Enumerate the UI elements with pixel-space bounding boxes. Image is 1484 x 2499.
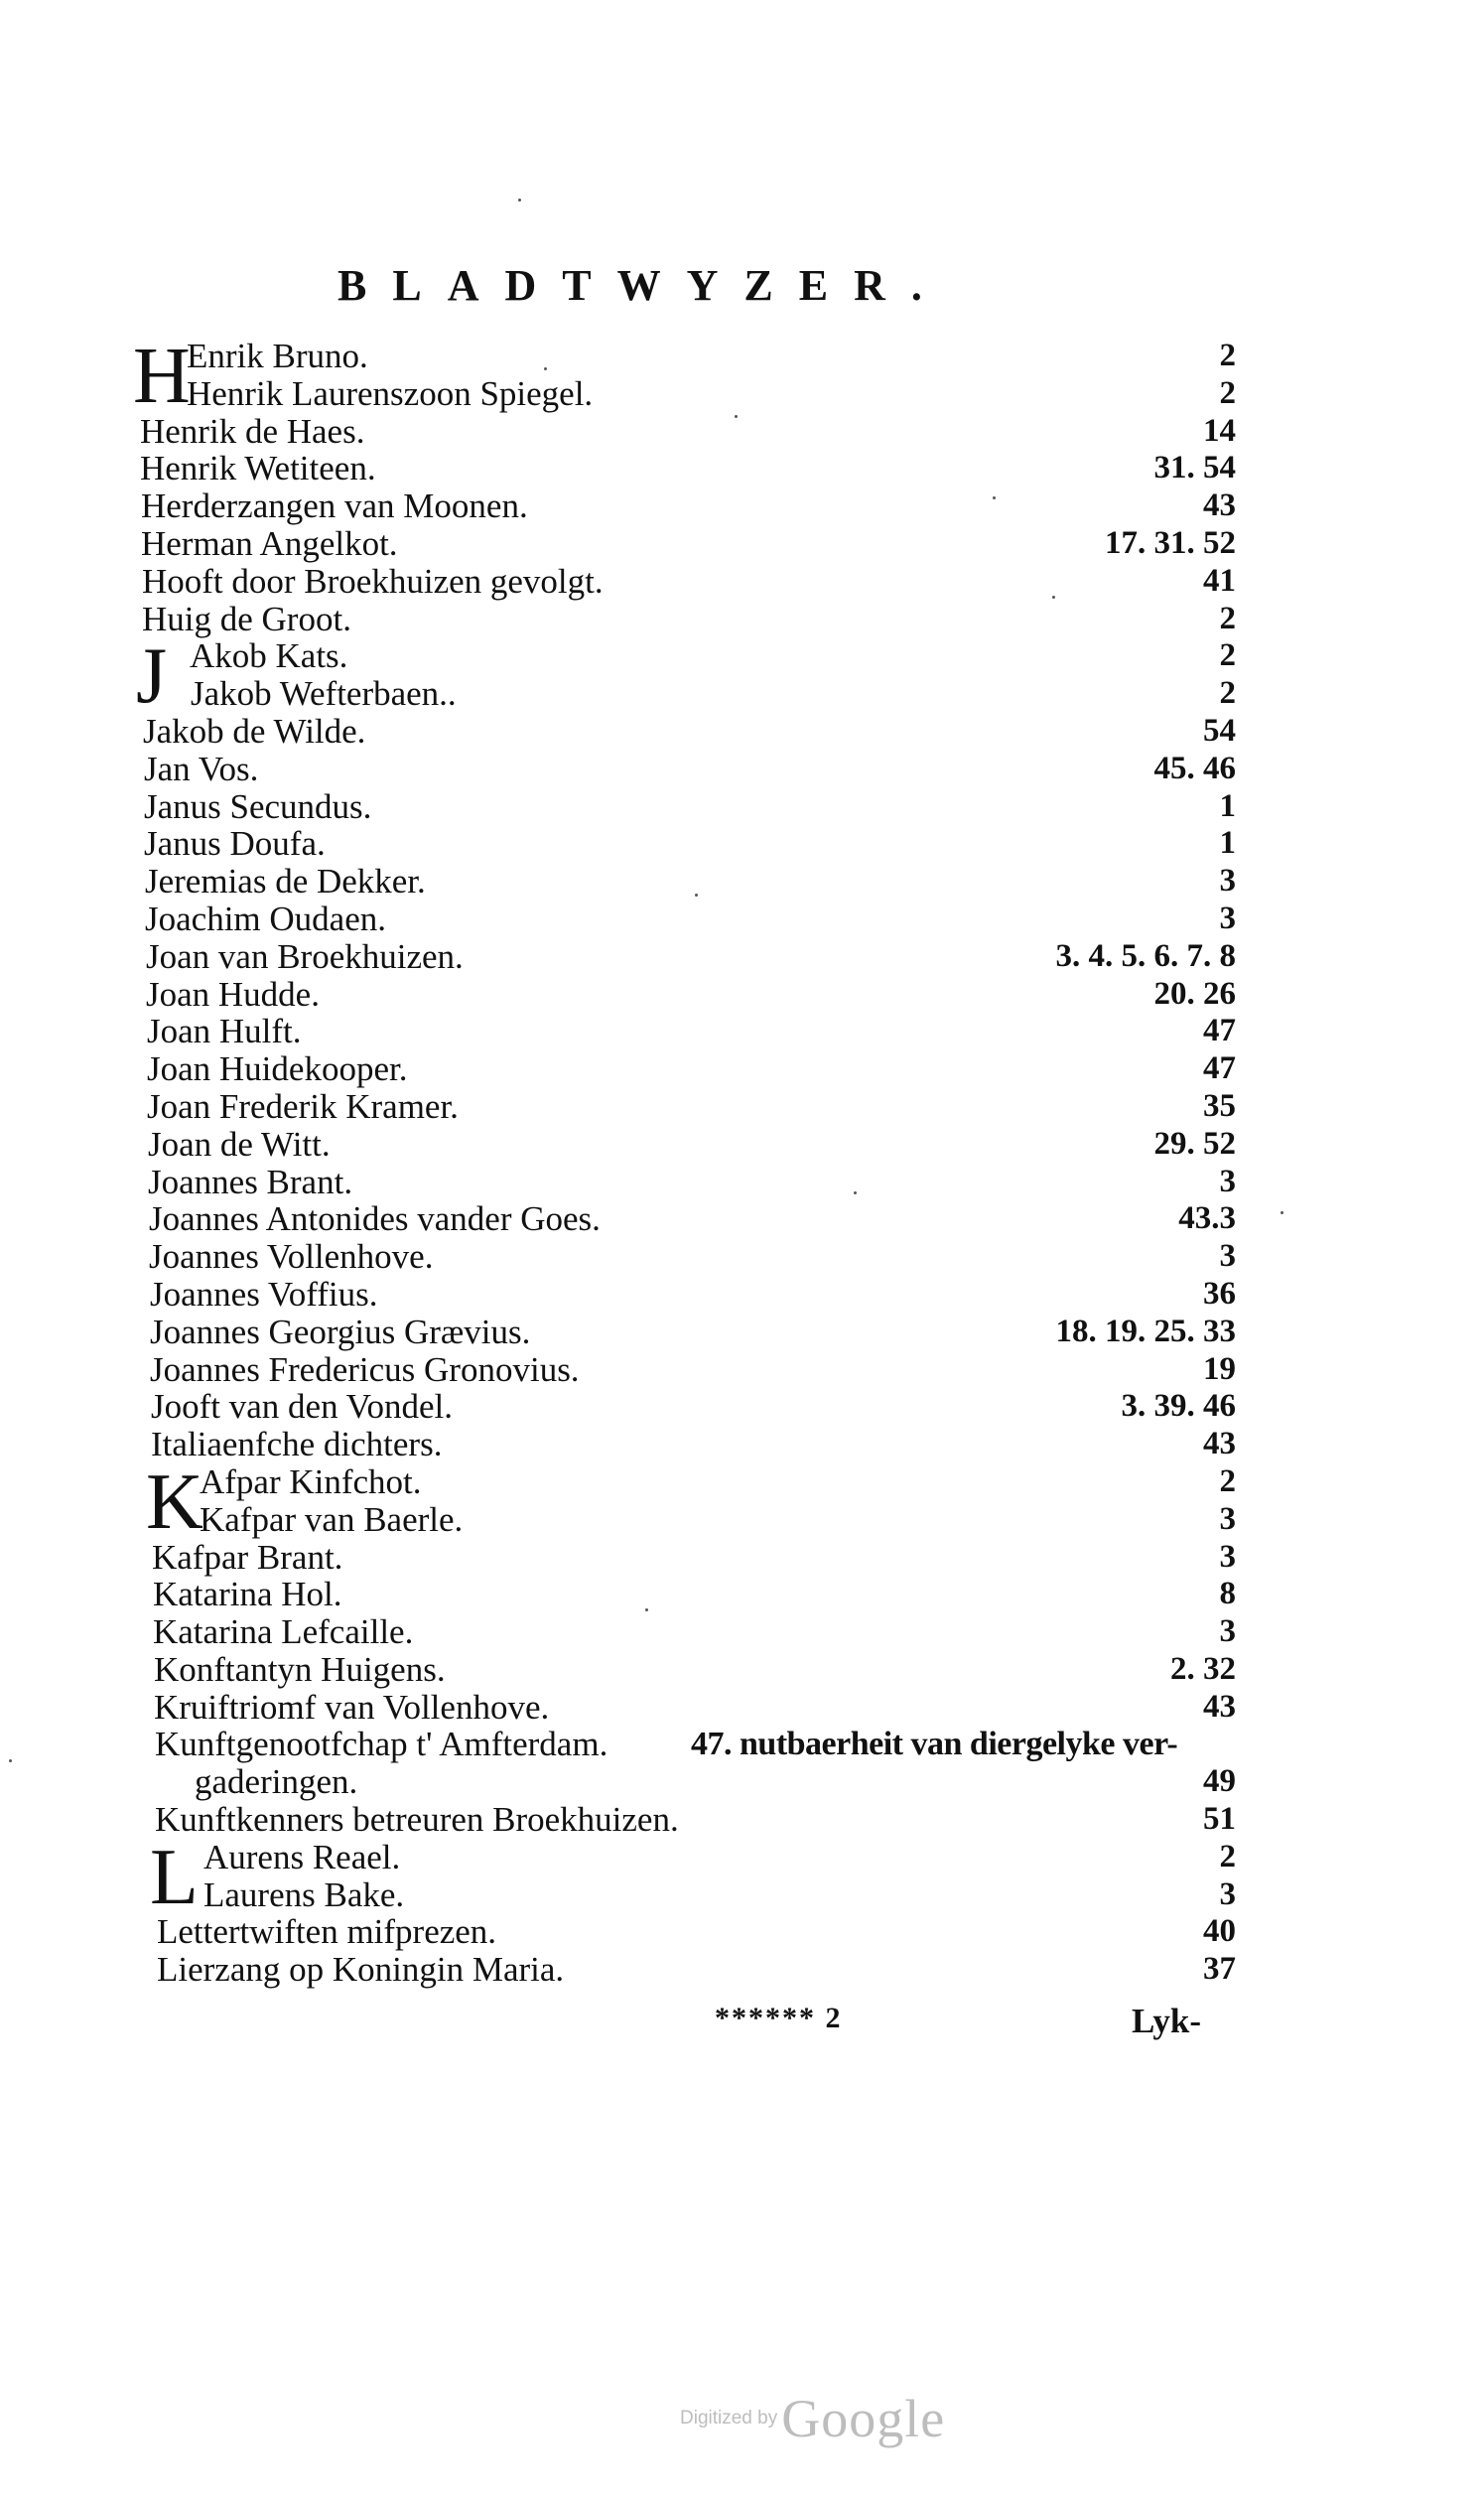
entry-name: Kunftkenners betreuren Broekhuizen. <box>155 1800 679 1840</box>
entry-name: Jan Vos. <box>144 749 259 788</box>
entry-name: Janus Doufa. <box>144 824 326 864</box>
entry-name: Herman Angelkot. <box>141 523 398 563</box>
entry-pages: 45. 46 <box>1153 750 1236 786</box>
index-entry <box>152 1501 1236 1539</box>
entry-name: Henrik de Haes. <box>140 411 365 451</box>
index-entry <box>150 1276 1236 1314</box>
entry-pages: 2 <box>1219 374 1236 411</box>
entry-pages: 47 <box>1203 1050 1236 1087</box>
entry-name: Joannes Georgius Grævius. <box>150 1312 531 1351</box>
entry-name: Jooft van den Vondel. <box>151 1387 453 1427</box>
entry-name: Henrik Laurenszoon Spiegel. <box>187 373 594 413</box>
entry-pages: 51 <box>1203 1801 1236 1838</box>
entry-name: Henrik Wetiteen. <box>140 449 376 488</box>
entry-pages: 3 <box>1219 1500 1236 1537</box>
drop-initial: J <box>136 632 168 721</box>
entry-pages: 31. 54 <box>1153 450 1236 486</box>
index-entry <box>150 1351 1236 1389</box>
index-entry <box>142 563 1236 601</box>
index-entry <box>155 1726 1236 1763</box>
entry-name: Kafpar van Baerle. <box>200 1499 464 1539</box>
entry-pages: 3 <box>1219 900 1236 936</box>
entry-name: Huig de Groot. <box>142 599 351 638</box>
index-entry <box>153 1576 1236 1613</box>
entry-name: Jeremias de Dekker. <box>145 862 426 902</box>
entry-pages: 37 <box>1203 1951 1236 1988</box>
entry-pages: 43 <box>1203 1426 1236 1462</box>
entry-pages: 17. 31. 52 <box>1105 524 1236 561</box>
entry-pages: 2. 32 <box>1170 1650 1236 1687</box>
entry-pages: 43 <box>1203 1688 1236 1725</box>
entry-pages: 2 <box>1219 1462 1236 1499</box>
catchword: Lyk- <box>1132 2002 1202 2040</box>
entry-name: Aurens Reael. <box>203 1837 401 1876</box>
entry-name: Janus Secundus. <box>144 786 372 826</box>
index-entry <box>144 825 1236 863</box>
index-entry <box>148 1126 1236 1164</box>
entry-pages: 54 <box>1203 712 1236 749</box>
index-entry <box>139 375 1236 413</box>
entry-name: Joan Hulft. <box>147 1012 302 1051</box>
index-entry <box>147 1013 1236 1050</box>
entry-pages: 3 <box>1219 863 1236 900</box>
signature-mark: ****** 2 <box>715 2002 843 2034</box>
entry-pages: 2 <box>1219 338 1236 373</box>
entry-pages: 18. 19. 25. 33 <box>1055 1313 1236 1349</box>
entry-name: Joannes Voffius. <box>150 1274 378 1314</box>
index-entry <box>146 976 1236 1014</box>
entry-pages: 35 <box>1203 1087 1236 1124</box>
index-list <box>133 333 1236 1990</box>
entry-pages: 2 <box>1219 600 1236 636</box>
google-logo: Google <box>781 2389 946 2448</box>
entry-pages: 14 <box>1203 412 1236 449</box>
entry-name: Lettertwiften mifprezen. <box>157 1912 497 1952</box>
entry-name: Hooft door Broekhuizen gevolgt. <box>142 561 604 601</box>
page-title: BLADTWYZER. <box>337 261 948 310</box>
entry-pages: 47 <box>1203 1013 1236 1049</box>
entry-pages: 3 <box>1219 1875 1236 1912</box>
entry-name: Joannes Antonides vander Goes. <box>149 1199 601 1239</box>
index-entry <box>148 1164 1236 1201</box>
entry-name: Akob Kats. <box>190 636 348 676</box>
entry-name: gaderingen. <box>195 1762 358 1802</box>
entry-name: Joannes Vollenhove. <box>149 1237 434 1277</box>
entry-pages: 3 <box>1219 1238 1236 1275</box>
entry-pages: 3 <box>1219 1163 1236 1199</box>
entry-pages: 2 <box>1219 637 1236 674</box>
entry-name: Joan Huidekooper. <box>147 1049 408 1089</box>
index-entry <box>142 601 1236 638</box>
index-entry <box>147 1088 1236 1126</box>
index-entry <box>144 788 1236 826</box>
drop-initial: K <box>146 1458 203 1546</box>
entry-pages: 2 <box>1219 1838 1236 1874</box>
index-entry <box>155 1763 1236 1801</box>
entry-name: Katarina Lefcaille. <box>153 1612 414 1652</box>
entry-pages: 20. 26 <box>1153 975 1236 1012</box>
entry-name: Joannes Fredericus Gronovius. <box>150 1349 580 1389</box>
entry-name: Lierzang op Koningin Maria. <box>157 1950 565 1990</box>
entry-name: Enrik Bruno. <box>187 337 368 375</box>
entry-name: Afpar Kinfchot. <box>200 1461 422 1501</box>
index-entry <box>154 1689 1236 1727</box>
entry-pages: 8 <box>1219 1576 1236 1612</box>
entry-pages: 3 <box>1219 1613 1236 1650</box>
entry-pages: 1 <box>1219 825 1236 862</box>
entry-pages: 3. 39. 46 <box>1121 1388 1236 1425</box>
entry-pages: 19 <box>1203 1350 1236 1387</box>
index-entry <box>149 1238 1236 1276</box>
index-entry <box>143 675 1236 713</box>
index-entry <box>145 863 1236 901</box>
entry-pages: 43.3 <box>1178 1200 1236 1237</box>
entry-pages: 41 <box>1203 562 1236 599</box>
index-entry <box>152 1539 1236 1577</box>
index-entry <box>157 1913 1236 1951</box>
index-entry <box>140 413 1236 451</box>
entry-pages: 29. 52 <box>1153 1125 1236 1162</box>
entry-name: Joan Frederik Kramer. <box>147 1086 459 1126</box>
entry-name: Kunftgenootfchap t' Amfterdam. <box>155 1725 608 1764</box>
index-entry <box>154 1651 1236 1689</box>
entry-name: Laurens Bake. <box>203 1874 405 1914</box>
index-entry <box>145 901 1236 938</box>
index-entry <box>146 938 1236 976</box>
index-entry <box>150 1314 1236 1351</box>
index-entry <box>144 751 1236 788</box>
entry-name: Kruiftriomf van Vollenhove. <box>154 1687 550 1727</box>
index-entry <box>151 1388 1236 1426</box>
index-entry <box>143 713 1236 751</box>
entry-name: Joan van Broekhuizen. <box>146 936 464 976</box>
entry-name: Joan de Witt. <box>148 1124 331 1164</box>
digitized-watermark <box>680 2388 945 2449</box>
index-entry <box>151 1426 1236 1463</box>
entry-continuation: 47. nutbaerheit van diergelyke ver- <box>691 1726 1178 1763</box>
entry-name: Italiaenfche dichters. <box>151 1425 443 1464</box>
entry-name: Joan Hudde. <box>146 974 320 1014</box>
index-entry <box>155 1801 1236 1839</box>
index-entry <box>141 487 1236 525</box>
entry-name: Joachim Oudaen. <box>145 899 386 938</box>
index-entry <box>149 1200 1236 1238</box>
entry-pages: 3. 4. 5. 6. 7. 8 <box>1055 937 1236 974</box>
entry-name: Katarina Hol. <box>153 1575 342 1614</box>
entry-name: Herderzangen van Moonen. <box>141 486 528 526</box>
entry-name: Joannes Brant. <box>148 1162 353 1201</box>
drop-initial: L <box>150 1833 199 1921</box>
digitized-by-text: Digitized by <box>680 2408 778 2429</box>
index-entry <box>156 1876 1236 1914</box>
index-entry <box>140 450 1236 487</box>
index-entry <box>147 1050 1236 1088</box>
entry-name: Konftantyn Huigens. <box>154 1649 446 1689</box>
entry-pages: 36 <box>1203 1275 1236 1312</box>
entry-pages: 49 <box>1203 1763 1236 1800</box>
index-entry <box>153 1613 1236 1651</box>
entry-name: Kafpar Brant. <box>152 1537 343 1577</box>
index-entry <box>141 525 1236 563</box>
entry-pages: 3 <box>1219 1538 1236 1575</box>
entry-pages: 40 <box>1203 1913 1236 1950</box>
entry-name: Jakob de Wilde. <box>143 711 366 751</box>
entry-name: Jakob Wefterbaen.. <box>191 674 457 714</box>
entry-pages: 43 <box>1203 487 1236 524</box>
entry-pages: 1 <box>1219 787 1236 824</box>
drop-initial: H <box>133 333 191 420</box>
index-entry <box>157 1951 1236 1989</box>
entry-pages: 2 <box>1219 675 1236 712</box>
